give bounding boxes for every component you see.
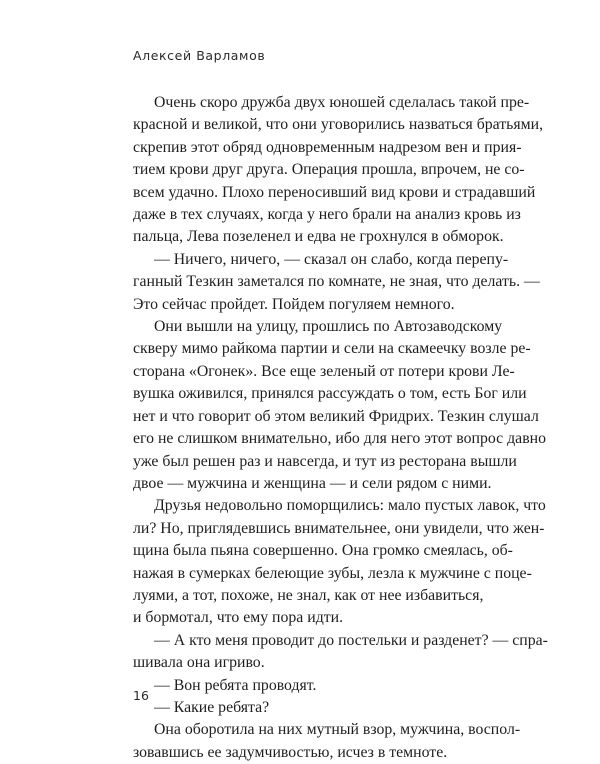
text-line: красной и великой, что они уговорились назваться братьями, [133,116,544,134]
paragraph [133,249,540,316]
text-line: — А кто меня проводит до постельки и разденет? — спра- [154,631,548,649]
text-line: его не слишком внимательно, ибо для него этот вопрос давно [133,430,547,448]
paragraph [133,316,547,495]
paragraph [133,719,521,764]
paragraph [133,92,544,249]
text-line: пальца, Лева позеленел и едва не грохнулся в обморок. [133,228,504,246]
text-line: Это сейчас пройдет. Пойдем погуляем немного. [133,295,455,313]
text-line: и бормотал, что ему пора идти. [133,609,344,627]
text-line: уже был решен раз и навсегда, и тут из ресторана вышли [133,452,517,470]
text-line: ли? Но, приглядевшись внимательнее, они увидели, что жен- [133,519,545,537]
text-line: Очень скоро дружба двух юношей сделалась такой пре- [154,94,530,111]
text-line: луями, а тот, похоже, не знал, как от нее избавиться, [133,586,484,604]
text-line: — Какие ребята? [154,698,270,716]
text-line: сторана «Огонек». Все еще зеленый от потери крови Ле- [133,362,515,380]
paragraph [133,495,546,629]
text-line: Друзья недовольно поморщились: мало пустых лавок, что [154,497,546,515]
paragraph [133,675,478,697]
text-line: всем удачно. Плохо переносивший вид крови и страдавший [133,183,536,201]
paragraph [133,630,548,675]
text-line: — Ничего, ничего, — сказал он слабо, когда перепу- [154,250,509,268]
text-line: шивала она игриво. [133,654,265,672]
page-number: 16 [133,688,149,703]
text-line: скверу мимо райкома партии и сели на скамеечку возле ре- [133,340,531,358]
text-line: даже в тех случаях, когда у него брали на анализ кровь из [133,206,521,224]
text-line: Она оборотила на них мутный взор, мужчина, воспол- [154,721,521,739]
text-line: скрепив этот обряд одновременным надрезом вен и прия- [133,138,522,156]
body-text [133,92,548,764]
text-line: щина была пьяна совершенно. Она громко смеялась, об- [133,542,513,560]
text-line: зовавшись ее задумчивостью, исчез в темноте. [133,743,448,761]
text-line: — Вон ребята проводят. [154,676,317,694]
text-line: Они вышли на улицу, прошлись по Автозаводскому [154,318,503,336]
paragraph [133,697,478,719]
text-line: нет и что говорит об этом великий Фридрих. Тезкин слушал [133,407,539,425]
text-line: вушка оживился, принялся рассуждать о том, есть Бог или [133,385,527,403]
text-line: ганный Тезкин заметался по комнате, не зная, что делать. — [133,273,540,291]
text-line: двое — мужчина и женщина — и сели рядом с ними. [133,474,492,492]
text-line: тием крови друг друга. Операция прошла, впрочем, не со- [133,161,525,179]
text-line: нажая в сумерках белеющие зубы, лезла к мужчине с поце- [133,564,532,582]
running-head-author: Алексей Варламов [133,48,266,63]
